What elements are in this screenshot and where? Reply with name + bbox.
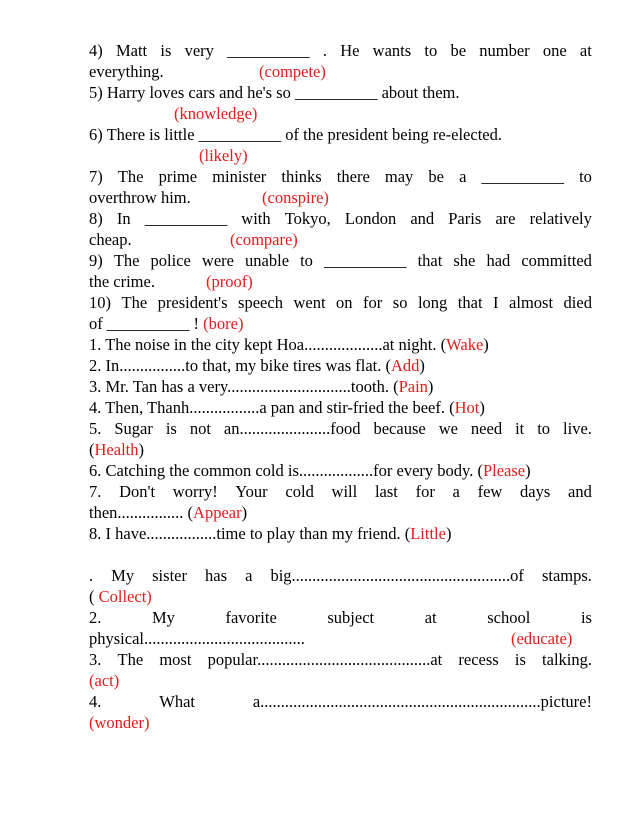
word-prompt: (compare)	[230, 230, 298, 249]
exercise-line	[89, 691, 592, 712]
word: long	[417, 293, 448, 312]
line-text: 1. The noise in the city kept Hoa...................at night. (	[89, 335, 447, 354]
word: is	[580, 608, 592, 627]
exercise-line	[89, 145, 592, 166]
word: were	[201, 251, 234, 270]
word: Tokyo,	[284, 209, 331, 228]
word: .	[89, 566, 94, 585]
exercise-line	[89, 649, 592, 670]
word-prompt: (conspire)	[262, 188, 329, 207]
word-prompt: Collect)	[98, 587, 152, 606]
exercise-page	[89, 40, 592, 733]
exercise-line	[89, 607, 592, 628]
word: had	[486, 251, 511, 270]
word-prompt: Hot	[454, 398, 480, 417]
line-text: everything.	[89, 62, 164, 81]
word: committed	[521, 251, 592, 270]
line-text: the crime.	[89, 272, 155, 291]
word: be	[450, 41, 467, 60]
word: few	[477, 482, 503, 501]
line-text: 2. In................to that, my bike tires was flat. (	[89, 356, 391, 375]
word-prompt: (educate)	[511, 629, 573, 648]
word: The	[117, 650, 144, 669]
word: .	[322, 41, 327, 60]
exercise-line	[89, 124, 592, 145]
exercise-line	[89, 166, 592, 187]
word: wants	[372, 41, 412, 60]
closing-paren: )	[138, 440, 144, 459]
exercise-line	[89, 565, 592, 586]
word: Your	[235, 482, 268, 501]
word: __________	[144, 209, 228, 228]
word: thinks	[281, 167, 322, 186]
exercise-line	[89, 292, 592, 313]
word: most	[159, 650, 192, 669]
word: __________	[227, 41, 310, 60]
word: 3.	[89, 650, 102, 669]
word: died	[563, 293, 592, 312]
word: that	[457, 293, 483, 312]
word: worry!	[172, 482, 218, 501]
exercise-line	[89, 502, 592, 523]
line-text: of __________ !	[89, 314, 204, 333]
line-text: physical.......................................	[89, 629, 305, 648]
exercise-line	[89, 397, 592, 418]
word: president's	[157, 293, 228, 312]
word: are	[495, 209, 516, 228]
line-text: (	[89, 587, 99, 606]
closing-paren: )	[479, 398, 485, 417]
line-text: 6) There is little __________ of the president being re-elected.	[89, 125, 502, 144]
word: 7.	[89, 482, 102, 501]
exercise-line	[89, 208, 592, 229]
word: 8)	[89, 209, 103, 228]
word: I	[493, 293, 499, 312]
word-prompt: Health	[94, 440, 139, 459]
word: on	[336, 293, 353, 312]
word: with	[241, 209, 271, 228]
line-text: cheap.	[89, 230, 132, 249]
word: London	[344, 209, 397, 228]
word: for	[363, 293, 383, 312]
word: school	[487, 608, 531, 627]
word: number	[479, 41, 530, 60]
word: not	[189, 419, 211, 438]
word: 9)	[89, 251, 103, 270]
word: My	[111, 566, 135, 585]
line-text: 6. Catching the common cold is..................for every body. (	[89, 461, 483, 480]
word-prompt: Add	[391, 356, 420, 375]
word: a	[245, 566, 253, 585]
exercise-line	[89, 271, 592, 292]
word: need	[470, 419, 503, 438]
word: The	[121, 293, 148, 312]
line-text: 3. Mr. Tan has a very..............................tooth. (	[89, 377, 399, 396]
closing-paren: )	[483, 335, 489, 354]
word: Matt	[115, 41, 148, 60]
word: to	[579, 167, 592, 186]
exercise-line	[89, 355, 592, 376]
closing-paren: )	[525, 461, 531, 480]
word: very	[184, 41, 214, 60]
word: it	[515, 419, 525, 438]
word: there	[336, 167, 370, 186]
word: The	[113, 251, 140, 270]
exercise-line	[89, 61, 592, 82]
word: at	[424, 608, 437, 627]
word: she	[453, 251, 476, 270]
exercise-line	[89, 481, 592, 502]
word: 4)	[89, 41, 103, 60]
word: and	[410, 209, 435, 228]
word: Don't	[119, 482, 156, 501]
word: at	[579, 41, 592, 60]
word: is	[165, 419, 177, 438]
exercise-line	[89, 40, 592, 61]
word: one	[542, 41, 567, 60]
word: unable	[245, 251, 290, 270]
word-prompt: Little	[410, 524, 446, 543]
word-prompt: (compete)	[259, 62, 326, 81]
word: a	[452, 482, 460, 501]
word-prompt: (likely)	[199, 146, 248, 165]
line-text: then................ (	[89, 503, 194, 522]
exercise-line	[89, 628, 592, 649]
exercise-line	[89, 229, 592, 250]
word: to	[424, 41, 438, 60]
word-prompt: Appear	[193, 503, 242, 522]
word-prompt: (bore)	[203, 314, 244, 333]
word: to	[300, 251, 313, 270]
word: prime	[158, 167, 198, 186]
line-text: (	[89, 440, 95, 459]
word: police	[150, 251, 191, 270]
word: subject	[327, 608, 375, 627]
word: days	[520, 482, 551, 501]
exercise-line	[89, 523, 592, 544]
word: popular..........................................at	[207, 650, 443, 669]
word: a....................................................................picture!	[252, 692, 592, 711]
exercise-line	[89, 712, 592, 733]
exercise-line	[89, 313, 592, 334]
word-prompt: (proof)	[206, 272, 253, 291]
word: sister	[152, 566, 187, 585]
word: Sugar	[114, 419, 153, 438]
word-prompt: (act)	[89, 671, 120, 690]
word-prompt: Pain	[398, 377, 428, 396]
exercise-line	[89, 187, 592, 208]
exercise-line	[89, 376, 592, 397]
closing-paren: )	[427, 377, 434, 396]
word: relatively	[529, 209, 592, 228]
word: and	[568, 482, 592, 501]
word: almost	[509, 293, 554, 312]
word: went	[293, 293, 326, 312]
exercise-line	[89, 460, 592, 481]
word-prompt: (wonder)	[89, 713, 150, 732]
word: Paris	[448, 209, 482, 228]
word: 4.	[89, 692, 102, 711]
word: What	[159, 692, 195, 711]
word: talking.	[542, 650, 592, 669]
word: __________	[481, 167, 564, 186]
word: live.	[563, 419, 592, 438]
word: favorite	[225, 608, 277, 627]
exercise-line	[89, 418, 592, 439]
word-prompt: Please	[482, 461, 526, 480]
word: is	[160, 41, 172, 60]
word: My	[151, 608, 175, 627]
word: In	[116, 209, 131, 228]
word: for	[415, 482, 435, 501]
exercise-line	[89, 82, 592, 103]
word: we	[438, 419, 458, 438]
closing-paren: )	[419, 356, 425, 375]
word-prompt: Wake	[446, 335, 484, 354]
word: an......................food	[223, 419, 361, 438]
exercise-line	[89, 334, 592, 355]
word: 5.	[89, 419, 102, 438]
closing-paren: )	[445, 524, 452, 543]
exercise-line	[89, 670, 592, 691]
line-text: 4. Then, Thanh.................a pan and stir-fried the beef. (	[89, 398, 455, 417]
word: has	[205, 566, 228, 585]
word: The	[117, 167, 144, 186]
closing-paren: )	[241, 503, 248, 522]
word: to	[537, 419, 551, 438]
word: stamps.	[541, 566, 592, 585]
line-text: 8. I have.................time to play than my friend. (	[89, 524, 411, 543]
word-prompt: (knowledge)	[174, 104, 258, 123]
word: last	[374, 482, 398, 501]
word: big.....................................................of	[270, 566, 524, 585]
word: a	[459, 167, 467, 186]
word: speech	[238, 293, 283, 312]
word: recess	[458, 650, 499, 669]
word: is	[514, 650, 526, 669]
word: that	[417, 251, 443, 270]
word: He	[340, 41, 360, 60]
exercise-line	[89, 103, 592, 124]
word: may	[384, 167, 414, 186]
exercise-line	[89, 250, 592, 271]
exercise-line	[89, 439, 592, 460]
word: so	[392, 293, 408, 312]
blank-line	[89, 544, 592, 565]
word: be	[428, 167, 444, 186]
word: 10)	[89, 293, 111, 312]
line-text: 5) Harry loves cars and he's so __________ about them.	[89, 83, 460, 102]
word: 2.	[89, 608, 102, 627]
exercise-line	[89, 586, 592, 607]
word: __________	[324, 251, 407, 270]
word: will	[331, 482, 358, 501]
word: because	[373, 419, 426, 438]
line-text: overthrow him.	[89, 188, 191, 207]
word: minister	[212, 167, 267, 186]
word: 7)	[89, 167, 103, 186]
word: cold	[285, 482, 314, 501]
